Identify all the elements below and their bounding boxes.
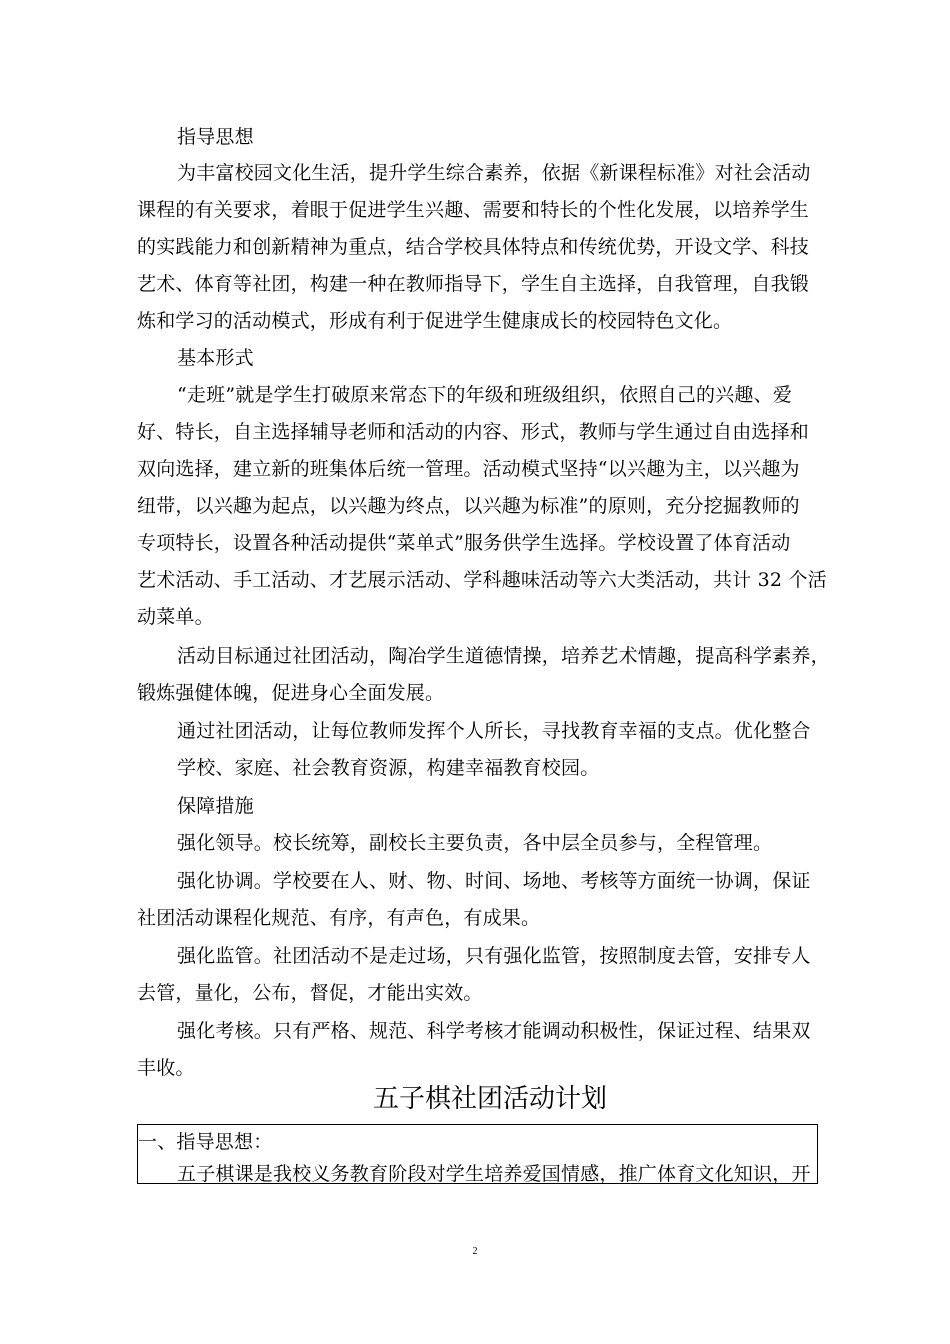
paragraph-line: 社团活动课程化规范、有序，有声色，有成果。 bbox=[137, 907, 541, 929]
paragraph-line: “走班”就是学生打破原来常态下的年级和班级组织，依照自己的兴趣、爱 bbox=[177, 384, 793, 406]
paragraph-line: 学校、家庭、社会教育资源，构建幸福教育校园。 bbox=[177, 757, 600, 779]
paragraph-line: 纽带，以兴趣为起点，以兴趣为终点，以兴趣为标准”的原则，充分挖掘教师的 bbox=[137, 495, 800, 517]
paragraph-line: 炼和学习的活动模式，形成有利于促进学生健康成长的校园特色文化。 bbox=[137, 310, 733, 332]
bordered-text-box bbox=[137, 1124, 818, 1184]
paragraph-line: 为丰富校园文化生活，提升学生综合素养，依据《新课程标准》对社会活动 bbox=[177, 162, 811, 184]
paragraph-line: 课程的有关要求，着眼于促进学生兴趣、需要和特长的个性化发展，以培养学生 bbox=[137, 199, 810, 221]
paragraph-line: 锻炼强健体魄，促进身心全面发展。 bbox=[137, 682, 445, 704]
paragraph-line: 去管，量化，公布，督促，才能出实效。 bbox=[137, 982, 483, 1004]
paragraph-line: 动菜单。 bbox=[137, 606, 214, 628]
heading-guiding-thought: 指导思想 bbox=[177, 126, 254, 148]
heading-basic-form: 基本形式 bbox=[177, 347, 254, 369]
paragraph-line: 强化监管。社团活动不是走过场，只有强化监管，按照制度去管，安排专人 bbox=[177, 945, 811, 967]
paragraph-line: 强化领导。校长统筹，副校长主要负责，各中层全员参与，全程管理。 bbox=[177, 832, 773, 854]
paragraph-line: 艺术活动、手工活动、才艺展示活动、学科趣味活动等六大类活动，共计 32 个活 bbox=[137, 569, 827, 591]
paragraph-line: 双向选择，建立新的班集体后统一管理。活动模式坚持“以兴趣为主，以兴趣为 bbox=[137, 458, 800, 480]
paragraph-line: 专项特长，设置各种活动提供“菜单式”服务供学生选择。学校设置了体育活动 bbox=[137, 532, 791, 554]
paragraph-line: 好、特长，自主选择辅导老师和活动的内容、形式，教师与学生通过自由选择和 bbox=[137, 421, 810, 443]
paragraph-line: 通过社团活动，让每位教师发挥个人所长，寻找教育幸福的支点。优化整合 bbox=[177, 720, 811, 742]
page-number: 2 bbox=[472, 1246, 478, 1257]
box-heading: 一、指导思想： bbox=[138, 1131, 273, 1153]
box-paragraph-line: 五子棋课是我校义务教育阶段对学生培养爱国情感，推广体育文化知识，开 bbox=[177, 1163, 811, 1185]
paragraph-line: 强化协调。学校要在人、财、物、时间、场地、考核等方面统一协调，保证 bbox=[177, 870, 811, 892]
section-title: 五子棋社团活动计划 bbox=[373, 1084, 608, 1114]
paragraph-line: 的实践能力和创新精神为重点，结合学校具体特点和传统优势，开设文学、科技 bbox=[137, 236, 810, 258]
heading-guarantee-measures: 保障措施 bbox=[177, 795, 254, 817]
paragraph-line: 丰收。 bbox=[137, 1057, 195, 1079]
paragraph-line: 艺术、体育等社团，构建一种在教师指导下，学生自主选择，自我管理，自我锻 bbox=[137, 273, 810, 295]
paragraph-line: 活动目标通过社团活动，陶冶学生道德情操，培养艺术情趣，提高科学素养， bbox=[177, 645, 830, 667]
paragraph-line: 强化考核。只有严格、规范、科学考核才能调动积极性，保证过程、结果双 bbox=[177, 1020, 811, 1042]
